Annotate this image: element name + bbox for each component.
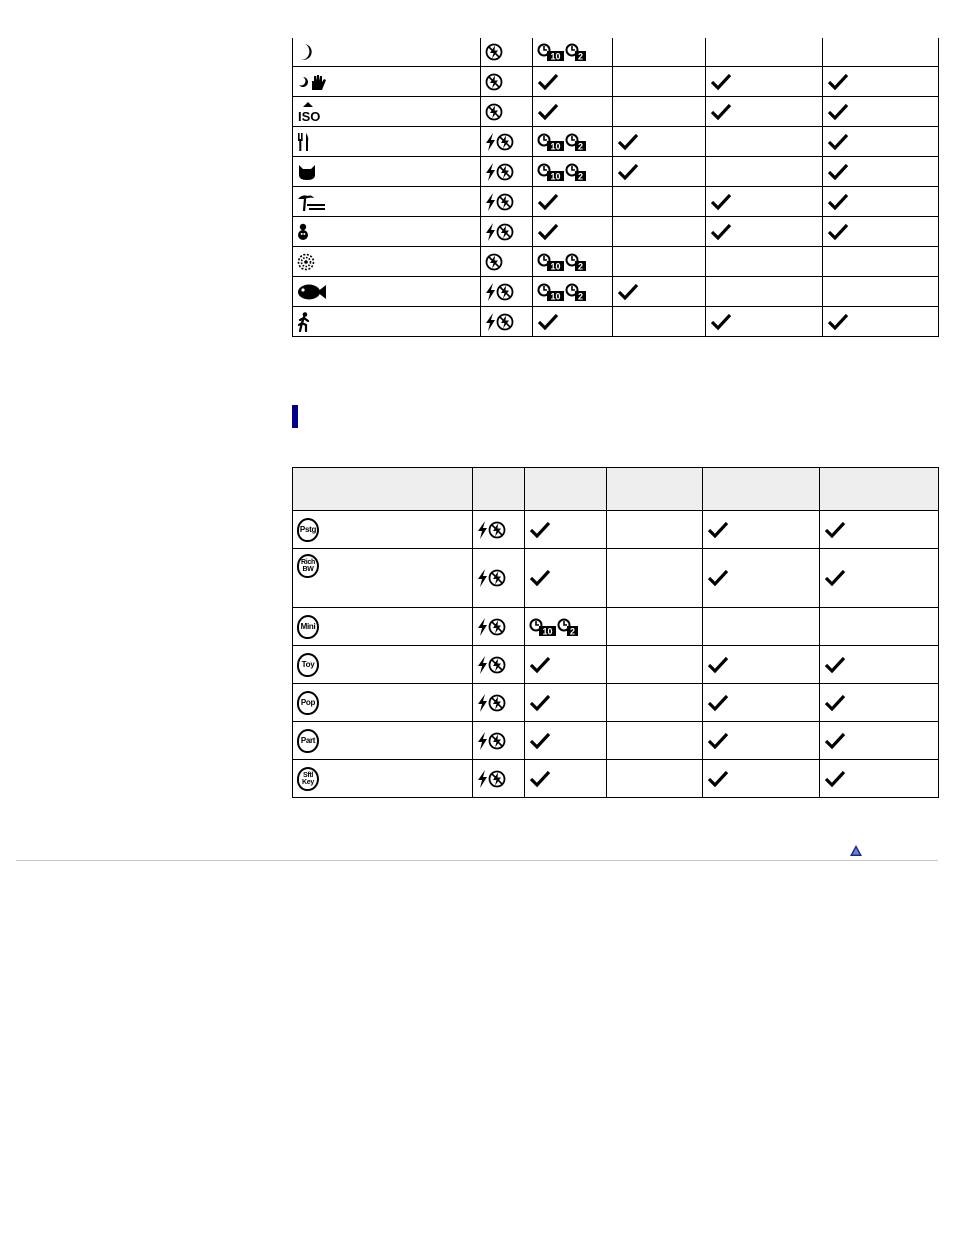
flash-auto-icon (477, 569, 488, 587)
check-icon (827, 193, 849, 211)
mode-cell (293, 722, 473, 760)
toy-camera-icon (297, 653, 319, 677)
svg-text:10: 10 (550, 141, 561, 151)
check-icon (707, 732, 729, 750)
self-timer-cell (533, 187, 613, 217)
function-cell (607, 549, 703, 608)
check-icon (827, 103, 849, 121)
function-cell (823, 277, 939, 307)
mode-cell (293, 646, 473, 684)
function-cell (706, 97, 823, 127)
mode-cell (293, 684, 473, 722)
function-cell (706, 67, 823, 97)
function-cell (823, 97, 939, 127)
flash-cell (481, 127, 533, 157)
check-icon (707, 569, 729, 587)
svg-text:10: 10 (550, 291, 561, 301)
check-icon (824, 770, 846, 788)
svg-text:2: 2 (577, 291, 584, 301)
self-timer-10-icon (537, 163, 565, 181)
self-timer-10-icon (537, 253, 565, 271)
twilight-handheld-icon (297, 73, 327, 91)
check-icon (710, 223, 732, 241)
flash-off-icon (496, 283, 514, 301)
table-row (293, 157, 939, 187)
section-heading-marker (292, 405, 298, 428)
mode-cell (293, 608, 473, 646)
self-timer-2-icon (565, 253, 587, 271)
flash-auto-icon (485, 313, 496, 331)
flash-off-icon (496, 163, 514, 181)
scene-mode-function-table (292, 38, 939, 337)
sports-running-icon (297, 312, 311, 332)
badge-label: BW (302, 566, 314, 573)
flash-auto-icon (485, 283, 496, 301)
flash-off-icon (488, 770, 506, 788)
self-timer-cell (533, 127, 613, 157)
flash-off-icon (485, 253, 503, 271)
check-icon (824, 694, 846, 712)
flash-off-icon (488, 569, 506, 587)
flash-off-icon (488, 656, 506, 674)
self-timer-cell (525, 722, 607, 760)
miniature-icon (297, 615, 319, 639)
table-row (293, 307, 939, 337)
function-cell (823, 67, 939, 97)
function-cell (706, 217, 823, 247)
function-cell (613, 67, 706, 97)
flash-cell (473, 549, 525, 608)
mode-cell (293, 217, 481, 247)
mode-cell (293, 760, 473, 798)
table-row (293, 38, 939, 67)
function-cell (706, 187, 823, 217)
check-icon (537, 193, 559, 211)
flash-cell (481, 277, 533, 307)
check-icon (710, 103, 732, 121)
mode-cell (293, 511, 473, 549)
flash-auto-icon (477, 656, 488, 674)
self-timer-2-icon (565, 133, 587, 151)
function-cell (706, 307, 823, 337)
check-icon (827, 313, 849, 331)
check-icon (537, 313, 559, 331)
mode-cell (293, 247, 481, 277)
self-timer-cell (525, 646, 607, 684)
function-cell (613, 277, 706, 307)
function-cell (613, 187, 706, 217)
table-row (293, 127, 939, 157)
flash-cell (481, 38, 533, 67)
flash-cell (481, 217, 533, 247)
flash-off-icon (485, 103, 503, 121)
svg-text:2: 2 (569, 626, 576, 636)
pop-color-icon (297, 691, 319, 715)
check-icon (707, 521, 729, 539)
function-cell (613, 38, 706, 67)
self-timer-cell (533, 97, 613, 127)
function-cell (706, 157, 823, 187)
mode-cell (293, 67, 481, 97)
table-row (293, 722, 939, 760)
check-icon (529, 732, 551, 750)
self-timer-options (537, 164, 587, 181)
table-row (293, 217, 939, 247)
function-cell (823, 127, 939, 157)
flash-auto-icon (477, 521, 488, 539)
table-row (293, 97, 939, 127)
function-cell (703, 760, 820, 798)
function-cell (703, 722, 820, 760)
table-row (293, 277, 939, 307)
badge-label: Toy (301, 659, 315, 669)
self-timer-options (529, 619, 579, 636)
function-cell (823, 307, 939, 337)
underwater-fish-icon (297, 283, 327, 301)
badge-label: Mini (300, 621, 316, 631)
back-to-top-link[interactable] (849, 844, 863, 858)
flash-off-icon (488, 618, 506, 636)
flash-off-icon (485, 73, 503, 91)
table-row (293, 760, 939, 798)
soft-high-key-icon (297, 767, 319, 791)
picture-effect-function-table (292, 467, 939, 798)
mode-cell (293, 127, 481, 157)
function-cell (820, 646, 939, 684)
self-timer-cell (525, 760, 607, 798)
function-cell (613, 157, 706, 187)
gourmet-icon (297, 132, 311, 152)
table-row (293, 511, 939, 549)
flash-cell (481, 247, 533, 277)
check-icon (537, 73, 559, 91)
flash-cell (481, 307, 533, 337)
self-timer-10-icon (537, 283, 565, 301)
function-cell (703, 511, 820, 549)
badge-label: Rich (301, 559, 315, 566)
function-cell (706, 38, 823, 67)
check-icon (827, 133, 849, 151)
function-cell (613, 97, 706, 127)
badge-label: Pstg (299, 524, 317, 534)
flash-off-icon (488, 694, 506, 712)
self-timer-10-icon (529, 618, 557, 636)
svg-text:2: 2 (577, 141, 584, 151)
flash-cell (473, 608, 525, 646)
self-timer-10-icon (537, 133, 565, 151)
check-icon (537, 103, 559, 121)
table-row (293, 67, 939, 97)
svg-text:2: 2 (577, 51, 584, 61)
flash-off-icon (488, 521, 506, 539)
function-cell (607, 646, 703, 684)
function-cell (607, 511, 703, 549)
self-timer-cell (533, 307, 613, 337)
function-cell (823, 247, 939, 277)
flash-auto-icon (485, 193, 496, 211)
check-icon (827, 73, 849, 91)
check-icon (824, 569, 846, 587)
function-cell (820, 722, 939, 760)
snow-icon (297, 223, 309, 241)
self-timer-options (537, 134, 587, 151)
badge-label: Pop (300, 697, 316, 707)
mode-cell (293, 157, 481, 187)
flash-cell (481, 187, 533, 217)
table-header-row (293, 468, 939, 511)
mode-cell (293, 187, 481, 217)
header-cell (703, 468, 820, 511)
check-icon (529, 569, 551, 587)
function-cell (823, 38, 939, 67)
function-cell (820, 760, 939, 798)
self-timer-cell (533, 277, 613, 307)
flash-auto-icon (485, 163, 496, 181)
check-icon (710, 193, 732, 211)
function-cell (607, 684, 703, 722)
flash-off-icon (496, 193, 514, 211)
check-icon (707, 694, 729, 712)
check-icon (827, 163, 849, 181)
check-icon (617, 163, 639, 181)
svg-text:ISO: ISO (298, 108, 321, 122)
function-cell (607, 722, 703, 760)
mode-cell (293, 97, 481, 127)
function-cell (823, 157, 939, 187)
self-timer-2-icon (565, 43, 587, 61)
check-icon (529, 770, 551, 788)
table-row (293, 247, 939, 277)
self-timer-2-icon (557, 618, 579, 636)
self-timer-cell (533, 157, 613, 187)
header-cell (820, 468, 939, 511)
check-icon (617, 133, 639, 151)
self-timer-cell (533, 38, 613, 67)
function-cell (703, 549, 820, 608)
function-cell (706, 247, 823, 277)
mode-cell (293, 277, 481, 307)
function-cell (703, 684, 820, 722)
function-cell (820, 684, 939, 722)
high-sensitivity-iso-icon (297, 102, 323, 122)
function-cell (823, 187, 939, 217)
mode-cell (293, 307, 481, 337)
function-cell (607, 760, 703, 798)
function-cell (820, 608, 939, 646)
flash-off-icon (496, 133, 514, 151)
flash-auto-icon (477, 770, 488, 788)
flash-auto-icon (477, 732, 488, 750)
flash-off-icon (488, 732, 506, 750)
check-icon (529, 521, 551, 539)
flash-off-icon (496, 223, 514, 241)
self-timer-cell (533, 67, 613, 97)
header-cell (525, 468, 607, 511)
check-icon (529, 656, 551, 674)
flash-cell (473, 646, 525, 684)
flash-auto-icon (485, 223, 496, 241)
function-cell (820, 511, 939, 549)
self-timer-cell (533, 247, 613, 277)
table-row (293, 608, 939, 646)
check-icon (824, 656, 846, 674)
check-icon (707, 656, 729, 674)
self-timer-options (537, 254, 587, 271)
check-icon (710, 313, 732, 331)
self-timer-cell (525, 684, 607, 722)
flash-cell (481, 97, 533, 127)
function-cell (613, 307, 706, 337)
self-timer-cell (525, 608, 607, 646)
flash-auto-icon (485, 133, 496, 151)
table-row (293, 549, 939, 608)
header-cell (293, 468, 473, 511)
fireworks-icon (297, 253, 315, 271)
self-timer-cell (533, 217, 613, 247)
table-row (293, 646, 939, 684)
flash-auto-icon (477, 694, 488, 712)
function-cell (703, 646, 820, 684)
flash-cell (473, 760, 525, 798)
flash-cell (473, 722, 525, 760)
self-timer-2-icon (565, 283, 587, 301)
function-cell (823, 217, 939, 247)
check-icon (827, 223, 849, 241)
check-icon (824, 521, 846, 539)
table-row (293, 187, 939, 217)
badge-label: Sftl (302, 772, 314, 779)
rich-tone-monochrome-icon (297, 554, 319, 578)
flash-cell (481, 67, 533, 97)
page-divider (16, 860, 938, 861)
pet-icon (297, 163, 317, 181)
self-timer-options (537, 44, 587, 61)
self-timer-cell (525, 549, 607, 608)
self-timer-10-icon (537, 43, 565, 61)
self-timer-cell (525, 511, 607, 549)
function-cell (613, 217, 706, 247)
mode-cell (293, 549, 473, 608)
check-icon (537, 223, 559, 241)
flash-off-icon (485, 43, 503, 61)
flash-cell (473, 511, 525, 549)
check-icon (710, 73, 732, 91)
header-cell (607, 468, 703, 511)
badge-label: Key (302, 779, 314, 786)
function-cell (613, 247, 706, 277)
function-cell (820, 549, 939, 608)
flash-cell (473, 684, 525, 722)
function-cell (703, 608, 820, 646)
badge-label: Part (300, 735, 316, 745)
svg-text:10: 10 (542, 626, 553, 636)
beach-icon (297, 192, 327, 212)
function-cell (607, 608, 703, 646)
mode-cell (293, 38, 481, 67)
function-cell (706, 127, 823, 157)
function-cell (706, 277, 823, 307)
check-icon (529, 694, 551, 712)
self-timer-options (537, 284, 587, 301)
posterization-icon (297, 518, 319, 542)
svg-text:10: 10 (550, 171, 561, 181)
flash-auto-icon (477, 618, 488, 636)
header-cell (473, 468, 525, 511)
svg-text:2: 2 (577, 171, 584, 181)
svg-text:10: 10 (550, 51, 561, 61)
svg-text:2: 2 (577, 261, 584, 271)
table-row (293, 684, 939, 722)
flash-cell (481, 157, 533, 187)
svg-text:10: 10 (550, 261, 561, 271)
check-icon (824, 732, 846, 750)
check-icon (707, 770, 729, 788)
self-timer-2-icon (565, 163, 587, 181)
check-icon (617, 283, 639, 301)
function-cell (613, 127, 706, 157)
partial-color-icon (297, 729, 319, 753)
back-to-top-arrow-icon (849, 844, 863, 858)
flash-off-icon (496, 313, 514, 331)
half-moon-icon (297, 43, 313, 61)
